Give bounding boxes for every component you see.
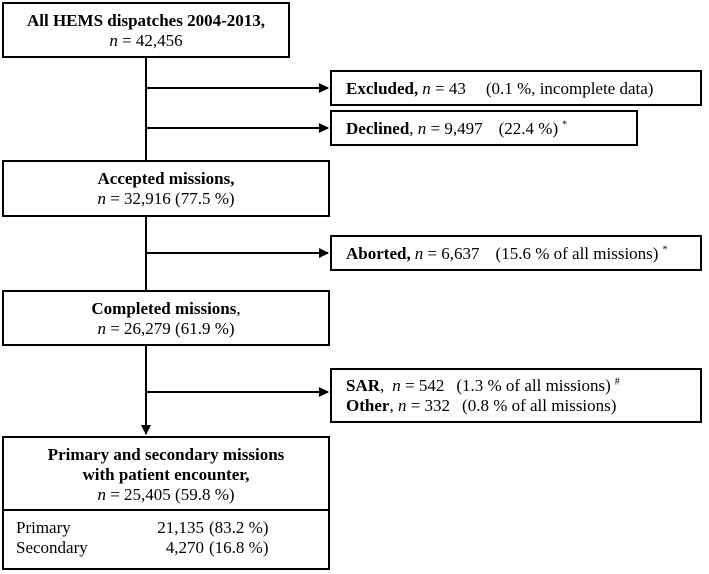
sar-line: SAR, n = 542 (1.3 % of all missions) # xyxy=(346,376,620,395)
box-all-dispatches-title: All HEMS dispatches 2004-2013, xyxy=(26,11,266,30)
other-line: Other, n = 332 (0.8 % of all missions) xyxy=(346,396,617,415)
box-all-dispatches-n: n = 42,456 xyxy=(109,31,183,50)
box-accepted xyxy=(2,160,330,217)
box-all-dispatches xyxy=(2,2,290,58)
sar-detail: (1.3 % of all missions) xyxy=(456,376,611,395)
box-patient-encounter-title-2: with patient encounter, xyxy=(82,465,250,484)
other-label: Other xyxy=(346,396,390,415)
box-accepted-n: n = 32,916 (77.5 %) xyxy=(97,189,235,208)
box-patient-encounter-title-1: Primary and secondary missions xyxy=(47,445,285,464)
other-detail: (0.8 % of all missions) xyxy=(462,396,617,415)
declined-label: Declined xyxy=(346,119,410,138)
aborted-footnote-mark: * xyxy=(662,244,668,256)
box-excluded: Excluded, n = 43 (0.1 %, incomplete data) xyxy=(330,70,702,106)
declined-detail: (22.4 %) xyxy=(498,119,559,138)
box-patient-encounter xyxy=(2,436,330,570)
aborted-detail: (15.6 % of all missions) xyxy=(495,244,659,263)
box-completed-title: Completed missions, xyxy=(91,299,241,318)
breakdown-row: Secondary 4,270 (16.8 %) xyxy=(16,538,269,557)
sar-label: SAR xyxy=(346,376,381,395)
sar-footnote-mark: # xyxy=(614,376,620,388)
box-patient-encounter-header xyxy=(4,438,328,511)
excluded-label: Excluded, xyxy=(346,79,419,98)
box-accepted-title: Accepted missions, xyxy=(97,169,235,188)
box-completed-n: n = 26,279 (61.9 %) xyxy=(97,319,235,338)
box-sar-other xyxy=(330,368,702,423)
box-patient-encounter-n: n = 25,405 (59.8 %) xyxy=(97,485,235,504)
breakdown-table xyxy=(4,511,328,558)
breakdown-row: Primary 21,135 (83.2 %) xyxy=(16,518,269,537)
excluded-detail: (0.1 %, incomplete data) xyxy=(485,79,654,98)
aborted-label: Aborted, xyxy=(346,244,411,263)
box-aborted: Aborted, n = 6,637 (15.6 % of all missions) * xyxy=(330,235,702,271)
declined-footnote-mark: * xyxy=(562,119,568,131)
box-completed xyxy=(2,290,330,346)
box-declined: Declined, n = 9,497 (22.4 %) * xyxy=(330,110,638,146)
